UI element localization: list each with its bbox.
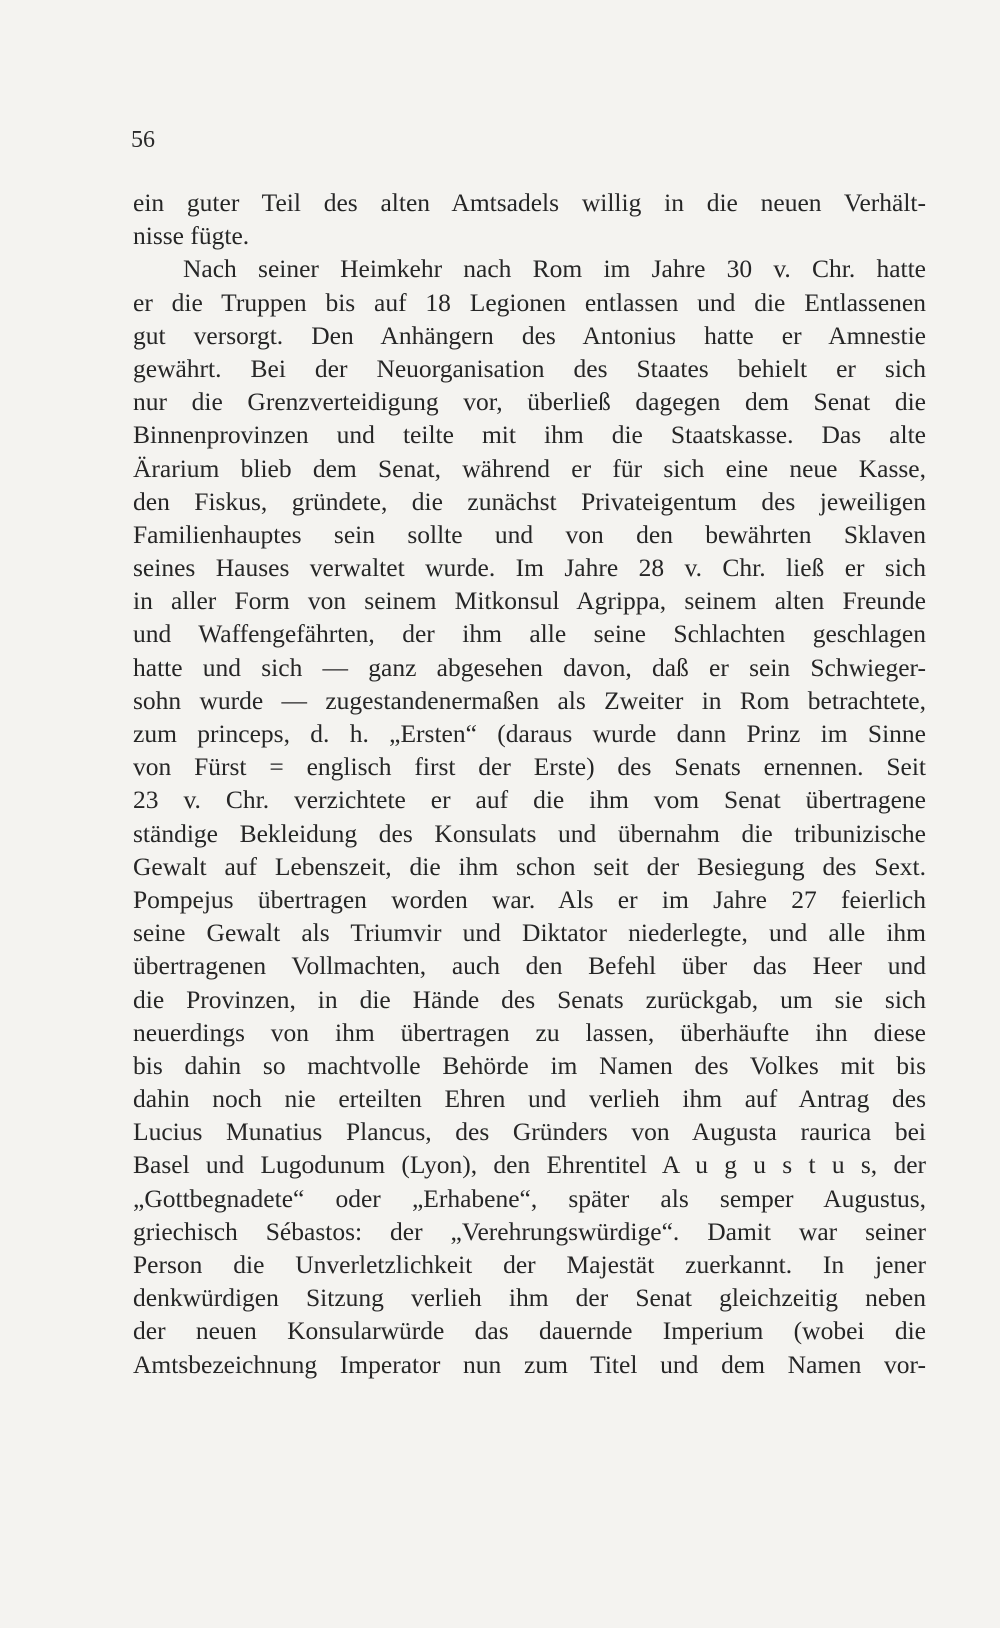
text-line: 23 v. Chr. verzichtete er auf die ihm vom Senat übertragene xyxy=(133,785,926,815)
text-line: dahin noch nie erteilten Ehren und verlieh ihm auf Antrag des xyxy=(133,1084,926,1114)
text-line: Nach seiner Heimkehr nach Rom im Jahre 30 v. Chr. hatte xyxy=(183,254,926,284)
text-line: nisse fügte. xyxy=(133,221,250,251)
text-line: Familienhauptes sein sollte und von den bewährten Sklaven xyxy=(133,519,926,549)
text-line: Pompejus übertragen worden war. Als er im Jahre 27 feierlich xyxy=(133,884,926,914)
text-line: von Fürst = englisch first der Erste) des Senats ernennen. Seit xyxy=(133,752,926,782)
text-line: seines Hauses verwaltet wurde. Im Jahre 28 v. Chr. ließ er sich xyxy=(133,553,926,583)
text-line: den Fiskus, gründete, die zunächst Privateigentum des jeweiligen xyxy=(133,486,926,516)
text-line: bis dahin so machtvolle Behörde im Namen des Volkes mit bis xyxy=(133,1050,926,1080)
text-line: „Gottbegnadete“ oder „Erhabene“, später als semper Augustus, xyxy=(133,1183,926,1213)
text-line: er die Truppen bis auf 18 Legionen entlassen und die Entlassenen xyxy=(133,287,926,317)
text-line: der neuen Konsularwürde das dauernde Imperium (wobei die xyxy=(133,1316,926,1346)
text-line: Lucius Munatius Plancus, des Gründers von Augusta raurica bei xyxy=(133,1117,926,1147)
text-line: seine Gewalt als Triumvir und Diktator niederlegte, und alle ihm xyxy=(133,918,926,948)
text-line: hatte und sich — ganz abgesehen davon, daß er sein Schwieger- xyxy=(133,652,926,682)
text-line: in aller Form von seinem Mitkonsul Agrippa, seinem alten Freunde xyxy=(133,586,926,616)
text-line: Amtsbezeichnung Imperator nun zum Titel und dem Namen vor- xyxy=(133,1349,926,1379)
text-line: griechisch Sébastos: der „Verehrungswürdige“. Damit war seiner xyxy=(133,1216,926,1246)
text-line: und Waffengefährten, der ihm alle seine Schlachten geschlagen xyxy=(133,619,926,649)
text-line: gut versorgt. Den Anhängern des Antonius hatte er Amnestie xyxy=(133,320,926,350)
text-line: neuerdings von ihm übertragen zu lassen, überhäufte ihn diese xyxy=(133,1017,926,1047)
text-line: Person die Unverletzlichkeit der Majestät zuerkannt. In jener xyxy=(133,1250,926,1279)
text-line: zum princeps, d. h. „Ersten“ (daraus wurde dann Prinz im Sinne xyxy=(133,719,926,748)
text-line: die Provinzen, in die Hände des Senats zurückgab, um sie sich xyxy=(133,984,926,1014)
text-line: gewährt. Bei der Neuorganisation des Staates behielt er sich xyxy=(133,353,926,383)
text-line: Binnenprovinzen und teilte mit ihm die Staatskasse. Das alte xyxy=(133,420,926,450)
page-number: 56 xyxy=(131,127,155,153)
text-line: Ärarium blieb dem Senat, während er für sich eine neue Kasse, xyxy=(133,453,926,483)
text-line: übertragenen Vollmachten, auch den Befehl über das Heer und xyxy=(133,951,926,981)
text-line: sohn wurde — zugestandenermaßen als Zweiter in Rom betrachtete, xyxy=(133,685,926,715)
text-line: Basel und Lugodunum (Lyon), den Ehrentitel A u g u s t u s, der xyxy=(133,1150,926,1180)
body-text xyxy=(133,186,926,1381)
text-line: denkwürdigen Sitzung verlieh ihm der Senat gleichzeitig neben xyxy=(133,1283,926,1313)
text-line: ständige Bekleidung des Konsulats und übernahm die tribunizische xyxy=(133,818,926,848)
text-line: ein guter Teil des alten Amtsadels willig in die neuen Verhält- xyxy=(133,188,926,217)
text-line: Gewalt auf Lebenszeit, die ihm schon seit der Besiegung des Sext. xyxy=(133,851,926,881)
text-line: nur die Grenzverteidigung vor, überließ dagegen dem Senat die xyxy=(133,387,926,417)
